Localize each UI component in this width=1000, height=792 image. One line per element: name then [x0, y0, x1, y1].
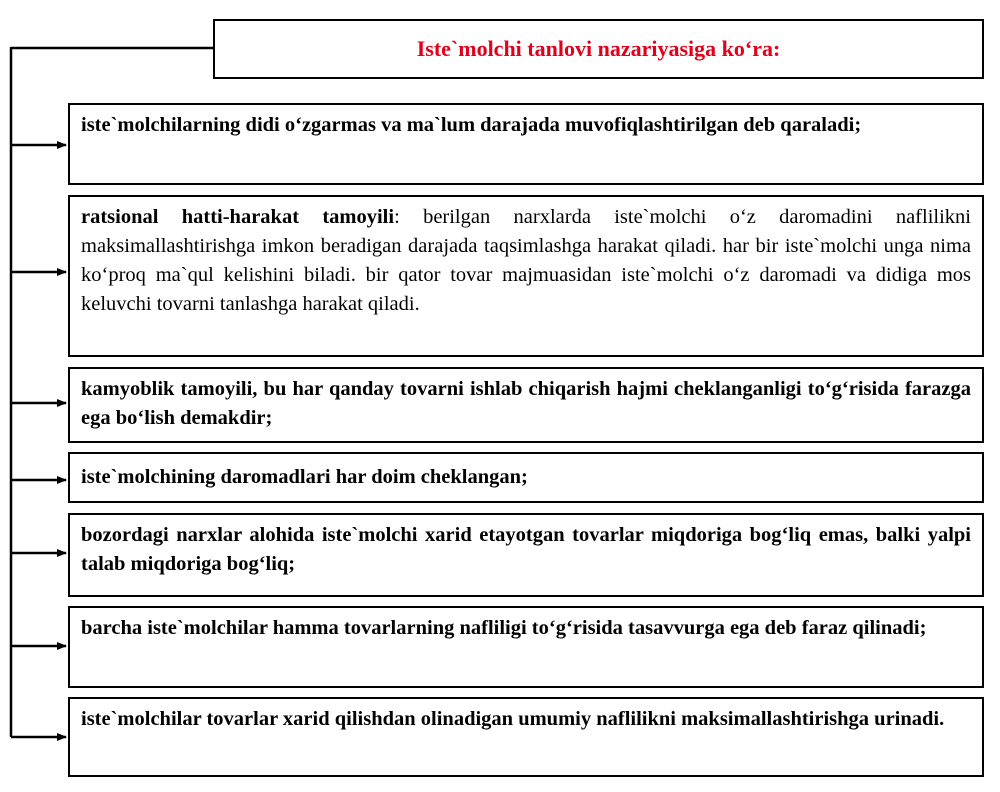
- diagram-title: Iste`molchi tanlovi nazariyasiga ko‘ra:: [213, 19, 984, 79]
- statement-text-5: bozordagi narxlar alohida iste`molchi xarid etayotgan tovarlar miqdoriga bog‘liq emas, balki yalpi talab miqdoriga bog‘liq;: [81, 524, 971, 575]
- statement-text-3: kamyoblik tamoyili, bu har qanday tovarni ishlab chiqarish hajmi cheklanganligi to‘g‘risida farazga ega bo‘lish demakdir;: [81, 378, 971, 429]
- statement-box-7: [68, 697, 984, 777]
- statement-box-2: [68, 195, 984, 357]
- statement-text-6: barcha iste`molchilar hamma tovarlarning nafliligi to‘g‘risida tasavvurga ega deb faraz qilinadi;: [81, 617, 927, 639]
- statement-box-5: [68, 513, 984, 597]
- statement-box-6: [68, 606, 984, 688]
- statement-text-4: iste`molchining daromadlari har doim cheklangan;: [81, 466, 528, 488]
- statement-box-3: [68, 367, 984, 443]
- statement-text-2: : berilgan narxlarda iste`molchi o‘z daromadini naflilikni maksimallashtirishga imkon beradigan darajada taqsimlashga harakat qiladi. har bir iste`molchi unga nima ko‘proq ma`qul kelishini biladi. bir qator tovar majmuasidan iste`molchi o‘z daromadi va didiga mos keluvchi tovarni tanlashga harakat qiladi.: [81, 206, 971, 315]
- statement-lead-2: ratsional hatti-harakat tamoyili: [81, 206, 395, 228]
- statement-text-1: iste`molchilarning didi o‘zgarmas va ma`lum darajada muvofiqlashtirilgan deb qaraladi;: [81, 114, 862, 136]
- statement-box-4: [68, 452, 984, 503]
- statement-box-1: [68, 103, 984, 185]
- statement-text-7: iste`molchilar tovarlar xarid qilishdan olinadigan umumiy naflilikni maksimallashtirishga urinadi.: [81, 708, 945, 730]
